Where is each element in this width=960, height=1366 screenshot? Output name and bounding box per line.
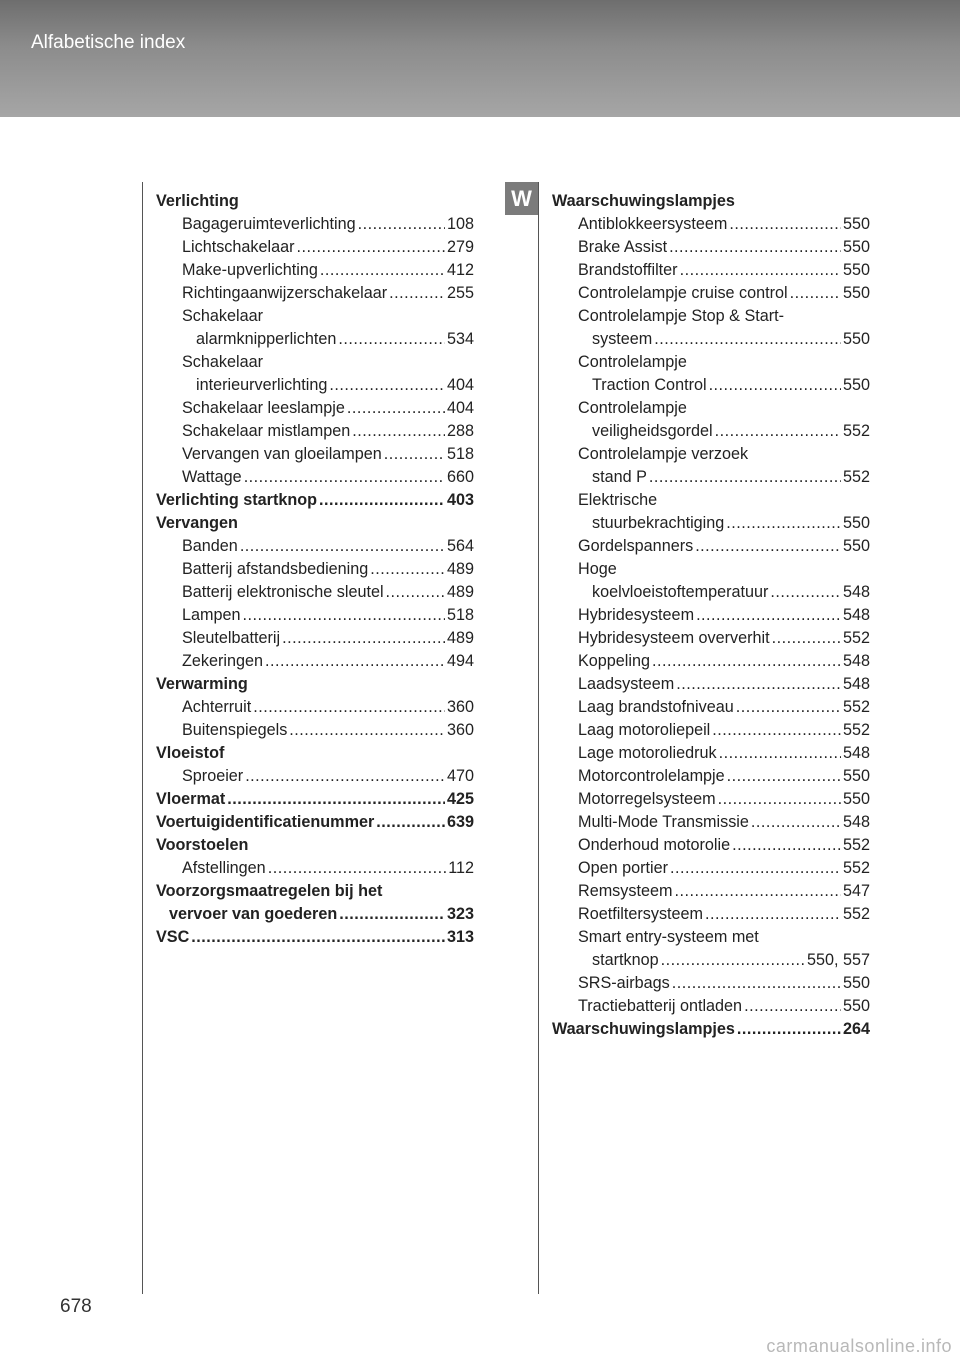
- page-reference: 547: [842, 882, 870, 900]
- index-entry: [156, 742, 474, 765]
- index-entry: [552, 443, 870, 466]
- page-reference: 552: [842, 836, 870, 854]
- dot-leader: [790, 282, 841, 305]
- index-entry: [552, 420, 870, 443]
- index-entry: [552, 581, 870, 604]
- dot-leader: [384, 443, 445, 466]
- index-entry: [156, 328, 474, 351]
- page-reference: 552: [842, 629, 870, 647]
- watermark: carmanualsonline.info: [766, 1336, 952, 1356]
- index-term: Vloeistof: [156, 744, 225, 762]
- page-reference: 255: [446, 284, 474, 302]
- dot-leader: [347, 397, 445, 420]
- index-term: Traction Control: [592, 376, 707, 394]
- dot-leader: [672, 972, 841, 995]
- index-term: Elektrische: [578, 491, 658, 509]
- page-reference: 313: [446, 928, 474, 946]
- index-entry: [156, 443, 474, 466]
- index-entry: [552, 627, 870, 650]
- index-entry: [156, 420, 474, 443]
- dot-leader: [386, 581, 445, 604]
- index-entry: [552, 489, 870, 512]
- index-term: Gordelspanners: [578, 537, 694, 555]
- index-entry: [156, 903, 474, 926]
- dot-leader: [352, 420, 445, 443]
- dot-leader: [751, 811, 841, 834]
- dot-leader: [243, 604, 445, 627]
- page-reference: 489: [446, 629, 474, 647]
- index-term: Voorstoelen: [156, 836, 249, 854]
- page-reference: 552: [842, 859, 870, 877]
- section-letter-badge: W: [505, 182, 538, 215]
- page-reference: 550: [842, 767, 870, 785]
- index-entry: [552, 213, 870, 236]
- index-entry: [552, 282, 870, 305]
- index-entry: [552, 351, 870, 374]
- dot-leader: [772, 627, 841, 650]
- page-reference: 548: [842, 652, 870, 670]
- index-entry: [552, 328, 870, 351]
- dot-leader: [709, 374, 841, 397]
- index-entry: [156, 351, 474, 374]
- page-reference: 550: [842, 790, 870, 808]
- dot-leader: [744, 995, 841, 1018]
- index-term: Koppeling: [578, 652, 651, 670]
- page-reference: 412: [446, 261, 474, 279]
- dot-leader: [670, 857, 841, 880]
- index-term: Motorregelsysteem: [578, 790, 716, 808]
- index-entry: [156, 397, 474, 420]
- index-entry: [552, 259, 870, 282]
- index-term: Voertuigidentificatienummer: [156, 813, 375, 831]
- index-term: Multi-Mode Transmissie: [578, 813, 749, 831]
- page-reference: 550: [842, 376, 870, 394]
- dot-leader: [718, 788, 841, 811]
- index-term: Sleutelbatterij: [182, 629, 281, 647]
- dot-leader: [695, 535, 841, 558]
- index-entry: [552, 765, 870, 788]
- index-term: Controlelampje verzoek: [578, 445, 749, 463]
- index-term: SRS-airbags: [578, 974, 670, 992]
- index-term: Vervangen: [156, 514, 238, 532]
- index-entry: [156, 374, 474, 397]
- dot-leader: [649, 466, 841, 489]
- index-term: Laag brandstofniveau: [578, 698, 734, 716]
- index-entry: [552, 880, 870, 903]
- index-entry: [156, 719, 474, 742]
- index-entry: [552, 558, 870, 581]
- index-term: Roetfiltersysteem: [578, 905, 704, 923]
- index-entry: [552, 972, 870, 995]
- index-entry: [156, 765, 474, 788]
- index-term: Batterij elektronische sleutel: [182, 583, 384, 601]
- dot-leader: [338, 328, 445, 351]
- index-term: Laadsysteem: [578, 675, 675, 693]
- index-entry: [156, 512, 474, 535]
- dot-leader: [654, 328, 841, 351]
- index-entry: [552, 926, 870, 949]
- page-reference: 548: [842, 744, 870, 762]
- index-entry: [552, 719, 870, 742]
- dot-leader: [240, 535, 445, 558]
- index-term: startknop: [592, 951, 659, 969]
- index-term: Hybridesysteem: [578, 606, 695, 624]
- index-entry: [156, 834, 474, 857]
- page-reference: 550: [842, 514, 870, 532]
- index-entry: [156, 788, 474, 811]
- index-entry: [552, 604, 870, 627]
- index-term: Wattage: [182, 468, 242, 486]
- dot-leader: [770, 581, 841, 604]
- index-term: Controlelampje Stop & Start-: [578, 307, 785, 325]
- index-entry: [552, 742, 870, 765]
- index-term: Achterruit: [182, 698, 252, 716]
- index-entry: [552, 512, 870, 535]
- index-term: Voorzorgsmaatregelen bij het: [156, 882, 383, 900]
- index-term: alarmknipperlichten: [196, 330, 337, 348]
- dot-leader: [339, 903, 445, 926]
- index-entry: [552, 673, 870, 696]
- dot-leader: [669, 236, 841, 259]
- index-term: systeem: [592, 330, 653, 348]
- index-term: Bagageruimteverlichting: [182, 215, 356, 233]
- index-left-column: [156, 190, 474, 949]
- index-term: interieurverlichting: [196, 376, 328, 394]
- index-term: Sproeier: [182, 767, 244, 785]
- page-reference: 425: [446, 790, 474, 808]
- dot-leader: [696, 604, 841, 627]
- dot-leader: [705, 903, 841, 926]
- page-reference: 112: [448, 859, 474, 877]
- index-entry: [552, 305, 870, 328]
- page-number: 678: [60, 1296, 92, 1317]
- page-reference: 550: [842, 284, 870, 302]
- index-entry: [156, 604, 474, 627]
- page-reference: 552: [842, 698, 870, 716]
- index-term: Motorcontrolelampje: [578, 767, 725, 785]
- index-entry: [552, 236, 870, 259]
- index-term: Make-upverlichting: [182, 261, 318, 279]
- index-entry: [156, 535, 474, 558]
- index-entry: [156, 190, 474, 213]
- dot-leader: [320, 259, 445, 282]
- page-reference: 550: [842, 974, 870, 992]
- index-term: Schakelaar: [182, 353, 263, 371]
- index-entry: [552, 696, 870, 719]
- index-term: Hybridesysteem oververhit: [578, 629, 770, 647]
- index-entry: [552, 995, 870, 1018]
- dot-leader: [376, 811, 445, 834]
- index-term: Afstellingen: [182, 859, 266, 877]
- dot-leader: [676, 673, 841, 696]
- page-reference: 550: [842, 238, 870, 256]
- dot-leader: [244, 466, 445, 489]
- index-entry: [552, 374, 870, 397]
- index-term: Brandstoffilter: [578, 261, 678, 279]
- index-term: Vervangen van gloeilampen: [182, 445, 382, 463]
- dot-leader: [389, 282, 445, 305]
- page-reference: 470: [446, 767, 474, 785]
- index-term: Verlichting: [156, 192, 239, 210]
- index-entry: [156, 466, 474, 489]
- dot-leader: [227, 788, 445, 811]
- index-term: Verwarming: [156, 675, 248, 693]
- index-entry: [552, 397, 870, 420]
- dot-leader: [329, 374, 445, 397]
- dot-leader: [719, 742, 841, 765]
- index-term: veiligheidsgordel: [592, 422, 713, 440]
- dot-leader: [726, 512, 841, 535]
- index-term: Open portier: [578, 859, 668, 877]
- index-entry: [552, 788, 870, 811]
- index-term: Remsysteem: [578, 882, 673, 900]
- page-reference: 550, 557: [806, 951, 870, 969]
- page-reference: 494: [446, 652, 474, 670]
- index-entry: [156, 627, 474, 650]
- page-reference: 288: [446, 422, 474, 440]
- index-entry: [552, 949, 870, 972]
- index-entry: [552, 834, 870, 857]
- index-entry: [156, 650, 474, 673]
- index-term: Verlichting startknop: [156, 491, 318, 509]
- index-term: Waarschuwingslampjes: [552, 192, 735, 210]
- dot-leader: [319, 489, 445, 512]
- page-reference: 550: [842, 997, 870, 1015]
- index-entry: [156, 558, 474, 581]
- page-reference: 548: [842, 675, 870, 693]
- page-reference: 489: [446, 583, 474, 601]
- index-entry: [156, 282, 474, 305]
- page-reference: 552: [842, 422, 870, 440]
- page-reference: 518: [446, 445, 474, 463]
- index-term: stuurbekrachtiging: [592, 514, 725, 532]
- index-term: Lichtschakelaar: [182, 238, 295, 256]
- index-term: Richtingaanwijzerschakelaar: [182, 284, 388, 302]
- page-reference: 548: [842, 813, 870, 831]
- index-term: Controlelampje: [578, 353, 687, 371]
- page-reference: 550: [842, 215, 870, 233]
- dot-leader: [370, 558, 445, 581]
- page-reference: 489: [446, 560, 474, 578]
- dot-leader: [282, 627, 445, 650]
- index-term: Lampen: [182, 606, 241, 624]
- index-term: VSC: [156, 928, 190, 946]
- index-entry: [156, 305, 474, 328]
- dot-leader: [661, 949, 805, 972]
- page-reference: 552: [842, 468, 870, 486]
- page-reference: 639: [446, 813, 474, 831]
- index-right-column: [552, 190, 870, 1041]
- dot-leader: [712, 719, 841, 742]
- index-entry: [552, 466, 870, 489]
- index-entry: [156, 213, 474, 236]
- page-reference: 404: [446, 399, 474, 417]
- index-entry: [156, 857, 474, 880]
- page-reference: 548: [842, 583, 870, 601]
- index-term: Onderhoud motorolie: [578, 836, 731, 854]
- page-reference: 360: [446, 698, 474, 716]
- index-entry: [156, 236, 474, 259]
- index-entry: [156, 489, 474, 512]
- dot-leader: [289, 719, 445, 742]
- page-reference: 360: [446, 721, 474, 739]
- dot-leader: [296, 236, 445, 259]
- index-term: vervoer van goederen: [169, 905, 338, 923]
- dot-leader: [265, 650, 445, 673]
- index-entry: [156, 811, 474, 834]
- left-column-rule: [142, 182, 143, 1294]
- index-entry: [156, 259, 474, 282]
- page-reference: 323: [446, 905, 474, 923]
- dot-leader: [737, 1018, 841, 1041]
- dot-leader: [253, 696, 445, 719]
- index-term: Batterij afstandsbediening: [182, 560, 369, 578]
- index-term: stand P: [592, 468, 647, 486]
- index-term: Laag motoroliepeil: [578, 721, 711, 739]
- right-column-rule: [538, 182, 539, 1294]
- dot-leader: [736, 696, 841, 719]
- dot-leader: [729, 213, 841, 236]
- index-term: Smart entry-systeem met: [578, 928, 759, 946]
- page-reference: 552: [842, 905, 870, 923]
- index-term: Waarschuwingslampjes: [552, 1020, 735, 1038]
- page-reference: 550: [842, 261, 870, 279]
- page-reference: 403: [446, 491, 474, 509]
- page-reference: 564: [446, 537, 474, 555]
- index-entry: [156, 926, 474, 949]
- index-entry: [156, 673, 474, 696]
- dot-leader: [715, 420, 841, 443]
- index-entry: [156, 581, 474, 604]
- index-entry: [552, 811, 870, 834]
- index-entry: [156, 880, 474, 903]
- dot-leader: [358, 213, 445, 236]
- index-entry: [552, 650, 870, 673]
- index-term: Vloermat: [156, 790, 226, 808]
- page-reference: 279: [446, 238, 474, 256]
- index-term: Controlelampje cruise control: [578, 284, 788, 302]
- index-term: Banden: [182, 537, 238, 555]
- index-term: Brake Assist: [578, 238, 668, 256]
- index-term: Controlelampje: [578, 399, 687, 417]
- dot-leader: [680, 259, 841, 282]
- dot-leader: [674, 880, 841, 903]
- index-term: Schakelaar mistlampen: [182, 422, 351, 440]
- index-term: Hoge: [578, 560, 617, 578]
- dot-leader: [191, 926, 445, 949]
- dot-leader: [268, 857, 446, 880]
- dot-leader: [652, 650, 841, 673]
- page-reference: 404: [446, 376, 474, 394]
- index-term: Antiblokkeersysteem: [578, 215, 728, 233]
- index-entry: [156, 696, 474, 719]
- index-entry: [552, 857, 870, 880]
- index-entry: [552, 535, 870, 558]
- page-header: [0, 0, 960, 117]
- index-entry: [552, 190, 870, 213]
- index-term: Lage motoroliedruk: [578, 744, 717, 762]
- page-reference: 548: [842, 606, 870, 624]
- index-term: Schakelaar: [182, 307, 263, 325]
- index-term: koelvloeistoftemperatuur: [592, 583, 769, 601]
- page-reference: 550: [842, 537, 870, 555]
- dot-leader: [732, 834, 841, 857]
- index-term: Tractiebatterij ontladen: [578, 997, 743, 1015]
- index-term: Zekeringen: [182, 652, 263, 670]
- page-reference: 264: [842, 1020, 870, 1038]
- page-reference: 550: [842, 330, 870, 348]
- dot-leader: [727, 765, 841, 788]
- index-entry: [552, 1018, 870, 1041]
- page-reference: 518: [446, 606, 474, 624]
- page-reference: 534: [446, 330, 474, 348]
- index-term: Buitenspiegels: [182, 721, 288, 739]
- page-reference: 108: [446, 215, 474, 233]
- page-reference: 552: [842, 721, 870, 739]
- header-title: Alfabetische index: [31, 32, 186, 53]
- index-term: Schakelaar leeslampje: [182, 399, 345, 417]
- page-reference: 660: [446, 468, 474, 486]
- index-entry: [552, 903, 870, 926]
- dot-leader: [245, 765, 445, 788]
